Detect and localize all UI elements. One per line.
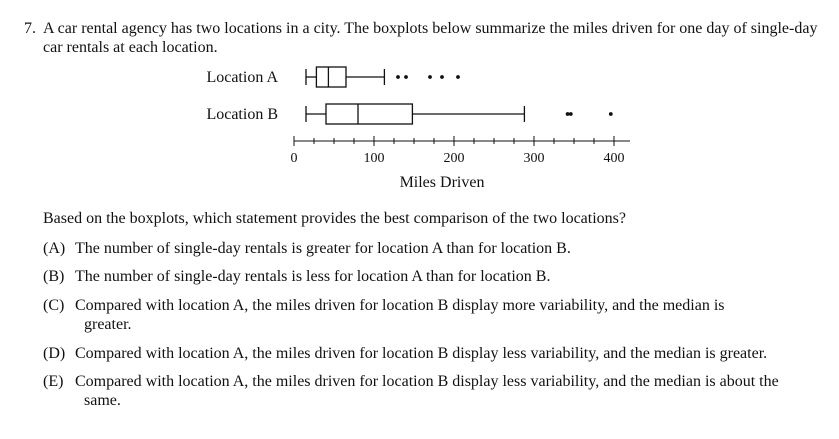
answer-choice-b[interactable] — [43, 267, 803, 286]
choice-text: The number of single-day rentals is greater for location A than for location B. — [75, 240, 571, 257]
outlier-point — [396, 75, 400, 79]
x-tick-label: 200 — [443, 151, 465, 166]
x-tick-label: 400 — [603, 151, 625, 166]
outlier-point — [440, 75, 444, 79]
choice-letter: (D) — [43, 345, 66, 362]
x-tick-label: 0 — [290, 151, 298, 166]
box-iqr — [316, 67, 346, 87]
choice-letter: (A) — [43, 240, 66, 257]
choice-letter: (C) — [43, 297, 65, 314]
outlier-point — [404, 75, 408, 79]
series-label: Location A — [206, 69, 278, 86]
answer-choice-a[interactable] — [43, 239, 803, 258]
outlier-point — [609, 112, 613, 116]
question-number: 7. — [24, 20, 36, 37]
outlier-point — [428, 75, 432, 79]
outlier-point — [569, 112, 573, 116]
question-stem: A car rental agency has two locations in a city. The boxplots below summarize the miles driven for one day of single-day car rentals at each location. — [43, 20, 818, 56]
choice-text: The number of single-day rentals is less for location A than for location B. — [75, 268, 551, 285]
series-label: Location B — [206, 106, 278, 123]
x-tick-label: 100 — [363, 151, 385, 166]
answer-choice-c[interactable] — [43, 296, 775, 334]
outlier-point — [456, 75, 460, 79]
box-iqr — [326, 104, 412, 124]
boxplot-chart — [0, 0, 839, 200]
question-prompt: Based on the boxplots, which statement provides the best comparison of the two locations? — [43, 210, 626, 227]
answer-choice-e[interactable] — [43, 372, 791, 410]
x-tick-label: 300 — [523, 151, 545, 166]
answer-choice-d[interactable] — [43, 344, 833, 363]
choice-letter: (E) — [43, 373, 64, 390]
choice-text: Compared with location A, the miles driven for location B display less variability, and the median is about the same. — [75, 373, 779, 409]
choice-text: Compared with location A, the miles driven for location B display more variability, and the median is greater. — [75, 297, 725, 333]
choice-letter: (B) — [43, 268, 65, 285]
choice-text: Compared with location A, the miles driven for location B display less variability, and the median is greater. — [75, 345, 768, 362]
x-axis-label: Miles Driven — [399, 174, 485, 191]
